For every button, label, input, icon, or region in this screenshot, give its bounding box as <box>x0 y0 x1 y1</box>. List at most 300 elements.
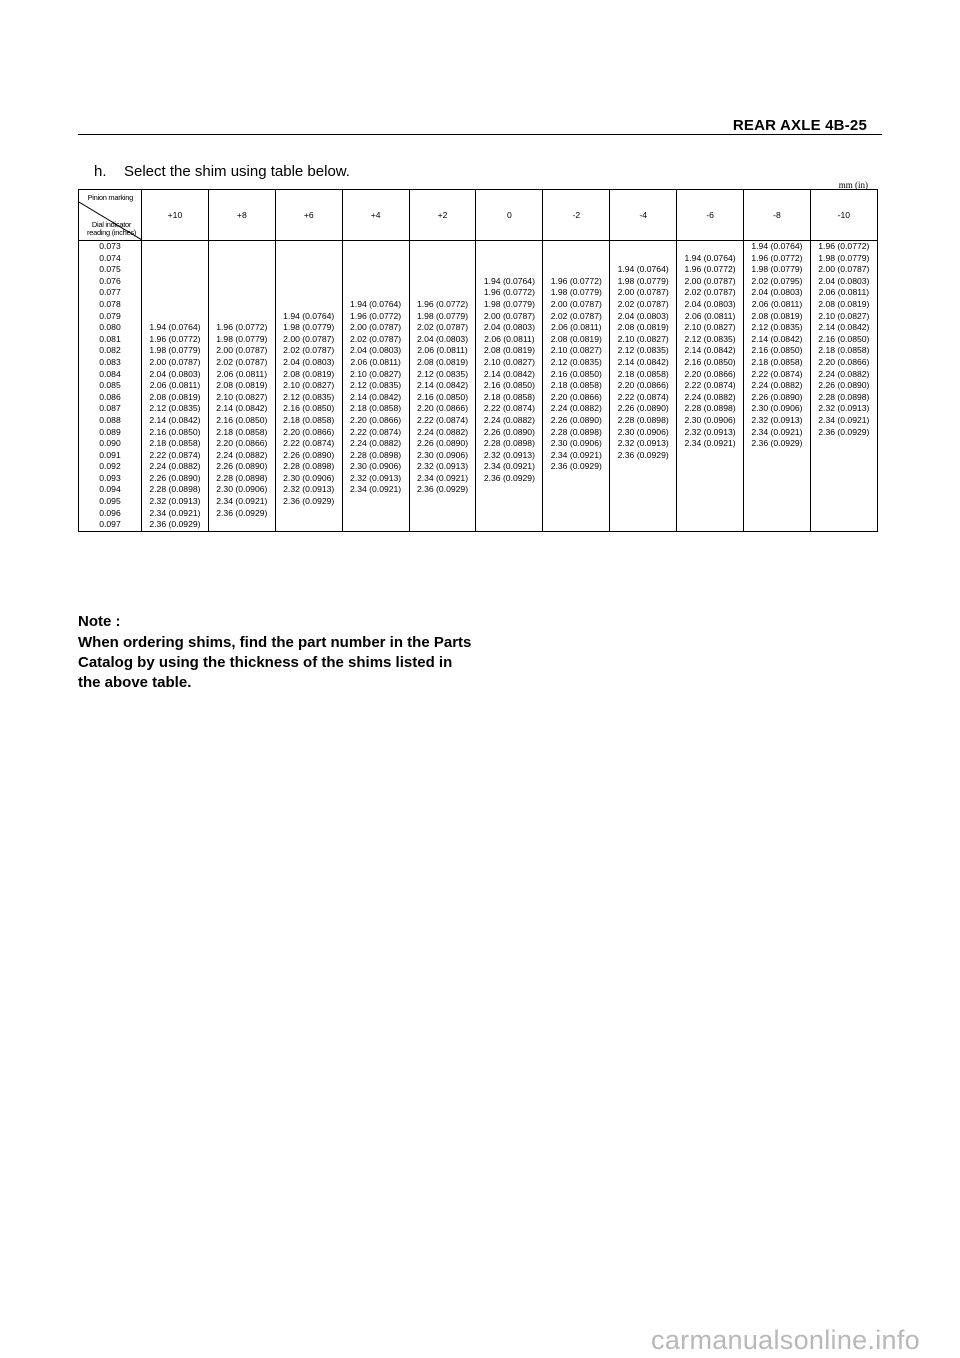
dial-reading-cell: 0.073 <box>99 241 121 251</box>
table-row <box>79 264 878 276</box>
shim-thickness-cell <box>409 508 476 520</box>
table-row <box>79 438 878 450</box>
shim-thickness-cell: 2.22 (0.0874) <box>342 427 409 439</box>
shim-thickness-cell: 2.04 (0.0803) <box>142 369 209 381</box>
shim-thickness-cell <box>342 276 409 288</box>
shim-thickness-cell <box>275 287 342 299</box>
shim-thickness-cell: 2.16 (0.0850) <box>208 415 275 427</box>
shim-thickness-cell: 2.00 (0.0787) <box>543 299 610 311</box>
shim-thickness-cell: 1.94 (0.0764) <box>342 299 409 311</box>
table-row <box>79 311 878 323</box>
shim-thickness-cell: 2.14 (0.0842) <box>409 380 476 392</box>
shim-thickness-cell <box>476 496 543 508</box>
shim-thickness-cell: 2.14 (0.0842) <box>342 392 409 404</box>
shim-thickness-cell: 2.36 (0.0929) <box>543 461 610 473</box>
shim-thickness-cell: 2.14 (0.0842) <box>610 357 677 369</box>
shim-thickness-cell <box>610 253 677 265</box>
shim-thickness-cell: 1.98 (0.0779) <box>476 299 543 311</box>
shim-thickness-cell: 2.34 (0.0921) <box>677 438 744 450</box>
shim-thickness-cell: 2.24 (0.0882) <box>208 450 275 462</box>
table-row <box>79 369 878 381</box>
dial-reading-cell: 0.087 <box>99 403 121 414</box>
shim-thickness-cell <box>543 508 610 520</box>
column-header: +2 <box>409 190 476 241</box>
shim-thickness-cell <box>744 473 811 485</box>
shim-thickness-cell: 2.10 (0.0827) <box>543 345 610 357</box>
shim-thickness-cell <box>744 496 811 508</box>
shim-thickness-cell: 2.26 (0.0890) <box>208 461 275 473</box>
note-body: When ordering shims, find the part number in the Parts Catalog by using the thickness of the shims listed in the above table. <box>78 634 472 691</box>
shim-thickness-cell: 2.08 (0.0819) <box>610 322 677 334</box>
shim-thickness-cell <box>677 508 744 520</box>
shim-thickness-cell: 2.04 (0.0803) <box>409 334 476 346</box>
shim-thickness-cell <box>476 484 543 496</box>
shim-thickness-cell: 2.00 (0.0787) <box>275 334 342 346</box>
shim-thickness-cell: 2.10 (0.0827) <box>810 311 877 323</box>
shim-thickness-cell: 1.96 (0.0772) <box>409 299 476 311</box>
shim-thickness-cell: 2.24 (0.0882) <box>677 392 744 404</box>
shim-thickness-cell <box>142 264 209 276</box>
shim-thickness-cell <box>543 496 610 508</box>
shim-thickness-cell <box>677 473 744 485</box>
shim-thickness-cell: 2.16 (0.0850) <box>677 357 744 369</box>
shim-thickness-cell: 2.32 (0.0913) <box>275 484 342 496</box>
dial-reading-cell: 0.074 <box>99 252 121 263</box>
dial-reading-cell: 0.082 <box>99 345 121 356</box>
shim-thickness-cell: 2.32 (0.0913) <box>476 450 543 462</box>
dial-reading-cell: 0.079 <box>99 310 121 321</box>
shim-thickness-cell <box>810 519 877 531</box>
shim-thickness-cell: 2.26 (0.0890) <box>275 450 342 462</box>
shim-thickness-cell <box>476 264 543 276</box>
shim-thickness-cell: 2.08 (0.0819) <box>142 392 209 404</box>
shim-thickness-cell: 2.36 (0.0929) <box>409 484 476 496</box>
shim-thickness-cell: 2.30 (0.0906) <box>208 484 275 496</box>
shim-thickness-cell <box>677 484 744 496</box>
dial-reading-cell: 0.078 <box>99 298 121 309</box>
dial-reading-cell: 0.075 <box>99 264 121 275</box>
shim-thickness-cell: 2.02 (0.0787) <box>677 287 744 299</box>
shim-thickness-cell: 2.20 (0.0866) <box>342 415 409 427</box>
shim-thickness-cell: 2.10 (0.0827) <box>677 322 744 334</box>
shim-thickness-cell: 2.22 (0.0874) <box>476 403 543 415</box>
shim-thickness-cell: 1.96 (0.0772) <box>744 253 811 265</box>
shim-thickness-cell: 2.18 (0.0858) <box>610 369 677 381</box>
shim-thickness-cell: 2.18 (0.0858) <box>744 357 811 369</box>
shim-thickness-cell <box>677 241 744 253</box>
shim-thickness-cell: 2.34 (0.0921) <box>142 508 209 520</box>
shim-thickness-cell <box>142 241 209 253</box>
shim-thickness-cell: 2.26 (0.0890) <box>610 403 677 415</box>
shim-thickness-cell <box>275 241 342 253</box>
shim-thickness-cell <box>409 241 476 253</box>
shim-thickness-cell <box>208 276 275 288</box>
dial-reading-cell: 0.088 <box>99 414 121 425</box>
shim-thickness-cell: 1.96 (0.0772) <box>677 264 744 276</box>
shim-thickness-cell: 2.20 (0.0866) <box>208 438 275 450</box>
shim-thickness-cell: 2.02 (0.0787) <box>610 299 677 311</box>
shim-thickness-cell <box>208 311 275 323</box>
shim-thickness-cell: 1.96 (0.0772) <box>543 276 610 288</box>
column-header: -4 <box>610 190 677 241</box>
shim-thickness-cell <box>409 264 476 276</box>
shim-thickness-cell: 2.28 (0.0898) <box>677 403 744 415</box>
shim-thickness-cell <box>208 519 275 531</box>
shim-thickness-cell: 2.16 (0.0850) <box>744 345 811 357</box>
shim-thickness-cell <box>275 508 342 520</box>
shim-thickness-cell: 2.02 (0.0787) <box>409 322 476 334</box>
shim-thickness-cell <box>543 241 610 253</box>
shim-thickness-cell <box>342 241 409 253</box>
shim-thickness-cell: 2.30 (0.0906) <box>610 427 677 439</box>
shim-thickness-cell: 2.28 (0.0898) <box>208 473 275 485</box>
shim-thickness-cell <box>677 519 744 531</box>
dial-reading-cell: 0.094 <box>99 484 121 495</box>
shim-thickness-cell <box>610 519 677 531</box>
shim-thickness-cell: 2.22 (0.0874) <box>275 438 342 450</box>
shim-thickness-cell <box>677 450 744 462</box>
corner-label-dial-reading: Dial indicator reading (inches) <box>87 220 136 237</box>
shim-thickness-cell: 2.04 (0.0803) <box>275 357 342 369</box>
shim-thickness-cell <box>476 241 543 253</box>
shim-thickness-cell <box>208 253 275 265</box>
shim-thickness-cell: 2.14 (0.0842) <box>677 345 744 357</box>
shim-thickness-cell: 2.34 (0.0921) <box>543 450 610 462</box>
shim-thickness-cell: 2.00 (0.0787) <box>476 311 543 323</box>
shim-thickness-cell <box>409 496 476 508</box>
page-header-title: REAR AXLE 4B-25 <box>732 117 867 134</box>
column-header: +4 <box>342 190 409 241</box>
shim-thickness-cell: 2.24 (0.0882) <box>744 380 811 392</box>
shim-thickness-cell: 2.36 (0.0929) <box>610 450 677 462</box>
table-row <box>79 450 878 462</box>
dial-reading-cell: 0.092 <box>99 461 121 472</box>
shim-thickness-cell: 2.02 (0.0787) <box>275 345 342 357</box>
shim-thickness-cell: 1.94 (0.0764) <box>744 241 811 253</box>
table-row <box>79 484 878 496</box>
shim-thickness-cell: 2.32 (0.0913) <box>409 461 476 473</box>
shim-thickness-cell: 2.22 (0.0874) <box>142 450 209 462</box>
shim-thickness-cell: 2.32 (0.0913) <box>142 496 209 508</box>
watermark-text: carmanualsonline.info <box>651 1325 920 1355</box>
shim-thickness-cell: 2.12 (0.0835) <box>610 345 677 357</box>
table-row <box>79 427 878 439</box>
shim-thickness-cell: 2.18 (0.0858) <box>476 392 543 404</box>
shim-thickness-cell <box>744 508 811 520</box>
shim-thickness-cell: 2.24 (0.0882) <box>810 369 877 381</box>
table-row <box>79 287 878 299</box>
shim-thickness-cell: 2.30 (0.0906) <box>744 403 811 415</box>
shim-thickness-cell <box>476 519 543 531</box>
shim-thickness-cell: 2.32 (0.0913) <box>677 427 744 439</box>
shim-thickness-cell: 2.18 (0.0858) <box>208 427 275 439</box>
shim-thickness-cell: 2.16 (0.0850) <box>142 427 209 439</box>
shim-thickness-cell: 2.34 (0.0921) <box>208 496 275 508</box>
shim-thickness-cell: 2.02 (0.0787) <box>543 311 610 323</box>
shim-thickness-cell: 2.16 (0.0850) <box>810 334 877 346</box>
shim-thickness-cell <box>275 276 342 288</box>
table-row <box>79 496 878 508</box>
shim-thickness-cell <box>142 253 209 265</box>
shim-thickness-cell: 2.10 (0.0827) <box>476 357 543 369</box>
shim-thickness-cell: 2.36 (0.0929) <box>142 519 209 531</box>
shim-thickness-cell <box>744 450 811 462</box>
shim-thickness-cell: 2.36 (0.0929) <box>810 427 877 439</box>
shim-thickness-cell <box>275 299 342 311</box>
column-header: -8 <box>744 190 811 241</box>
shim-thickness-cell: 2.10 (0.0827) <box>610 334 677 346</box>
shim-thickness-cell: 2.14 (0.0842) <box>810 322 877 334</box>
column-header: +6 <box>275 190 342 241</box>
shim-thickness-cell: 2.06 (0.0811) <box>476 334 543 346</box>
shim-thickness-cell <box>677 496 744 508</box>
shim-thickness-cell: 2.04 (0.0803) <box>610 311 677 323</box>
dial-reading-cell: 0.081 <box>99 333 121 344</box>
table-row <box>79 461 878 473</box>
shim-thickness-cell <box>142 287 209 299</box>
shim-thickness-cell: 1.94 (0.0764) <box>275 311 342 323</box>
shim-thickness-cell: 2.24 (0.0882) <box>476 415 543 427</box>
shim-thickness-cell: 2.08 (0.0819) <box>409 357 476 369</box>
dial-reading-cell: 0.097 <box>99 519 121 530</box>
table-row <box>79 322 878 334</box>
shim-thickness-cell <box>744 461 811 473</box>
shim-thickness-cell: 2.16 (0.0850) <box>275 403 342 415</box>
shim-thickness-cell: 2.10 (0.0827) <box>208 392 275 404</box>
shim-thickness-cell <box>810 496 877 508</box>
table-row <box>79 357 878 369</box>
shim-thickness-cell: 2.36 (0.0929) <box>208 508 275 520</box>
shim-thickness-cell <box>142 299 209 311</box>
table-row <box>79 415 878 427</box>
shim-thickness-cell <box>810 438 877 450</box>
shim-thickness-cell: 2.24 (0.0882) <box>409 427 476 439</box>
shim-thickness-cell <box>810 450 877 462</box>
shim-thickness-cell: 2.20 (0.0866) <box>810 357 877 369</box>
note-title: Note : <box>78 613 121 630</box>
shim-thickness-cell: 2.00 (0.0787) <box>342 322 409 334</box>
shim-thickness-cell: 2.24 (0.0882) <box>342 438 409 450</box>
shim-thickness-cell <box>342 519 409 531</box>
shim-thickness-cell <box>543 253 610 265</box>
shim-thickness-cell: 2.18 (0.0858) <box>810 345 877 357</box>
header-rule <box>78 134 882 135</box>
shim-thickness-cell <box>409 287 476 299</box>
shim-thickness-cell: 2.30 (0.0906) <box>342 461 409 473</box>
unit-label: mm (in) <box>838 180 868 190</box>
shim-thickness-cell: 2.18 (0.0858) <box>342 403 409 415</box>
shim-thickness-cell: 1.96 (0.0772) <box>342 311 409 323</box>
shim-thickness-cell: 2.06 (0.0811) <box>342 357 409 369</box>
shim-thickness-cell: 2.00 (0.0787) <box>810 264 877 276</box>
shim-thickness-cell: 2.30 (0.0906) <box>677 415 744 427</box>
table-row <box>79 241 878 253</box>
shim-thickness-cell <box>543 484 610 496</box>
shim-thickness-cell: 2.12 (0.0835) <box>142 403 209 415</box>
shim-thickness-cell: 1.98 (0.0779) <box>543 287 610 299</box>
shim-thickness-cell <box>409 276 476 288</box>
column-header: 0 <box>476 190 543 241</box>
shim-thickness-cell: 2.28 (0.0898) <box>810 392 877 404</box>
shim-thickness-cell <box>543 264 610 276</box>
shim-thickness-cell <box>677 461 744 473</box>
shim-thickness-cell: 2.12 (0.0835) <box>677 334 744 346</box>
dial-reading-cell: 0.090 <box>99 438 121 449</box>
shim-thickness-cell: 2.20 (0.0866) <box>275 427 342 439</box>
shim-thickness-cell: 2.02 (0.0787) <box>208 357 275 369</box>
dial-reading-cell: 0.096 <box>99 507 121 518</box>
shim-thickness-cell <box>342 287 409 299</box>
shim-thickness-cell: 2.06 (0.0811) <box>543 322 610 334</box>
shim-thickness-cell: 2.22 (0.0874) <box>409 415 476 427</box>
shim-thickness-cell: 2.28 (0.0898) <box>275 461 342 473</box>
shim-thickness-cell: 2.28 (0.0898) <box>142 484 209 496</box>
dial-reading-cell: 0.080 <box>99 322 121 333</box>
shim-thickness-cell: 2.20 (0.0866) <box>610 380 677 392</box>
shim-thickness-cell <box>142 311 209 323</box>
shim-thickness-cell <box>476 253 543 265</box>
shim-thickness-cell: 1.96 (0.0772) <box>810 241 877 253</box>
shim-thickness-cell: 2.08 (0.0819) <box>744 311 811 323</box>
shim-thickness-cell <box>810 473 877 485</box>
shim-thickness-cell: 2.06 (0.0811) <box>744 299 811 311</box>
shim-thickness-cell <box>409 253 476 265</box>
shim-thickness-cell <box>610 496 677 508</box>
shim-thickness-cell: 2.20 (0.0866) <box>677 369 744 381</box>
shim-thickness-cell <box>610 241 677 253</box>
table-body <box>79 241 878 532</box>
shim-thickness-cell: 2.36 (0.0929) <box>744 438 811 450</box>
shim-thickness-cell: 2.04 (0.0803) <box>810 276 877 288</box>
shim-thickness-cell <box>142 276 209 288</box>
shim-thickness-cell: 2.26 (0.0890) <box>409 438 476 450</box>
shim-thickness-cell: 2.34 (0.0921) <box>744 427 811 439</box>
shim-thickness-cell: 1.96 (0.0772) <box>476 287 543 299</box>
shim-thickness-cell: 2.36 (0.0929) <box>476 473 543 485</box>
shim-thickness-cell <box>810 461 877 473</box>
shim-thickness-cell <box>342 496 409 508</box>
shim-thickness-cell <box>275 253 342 265</box>
dial-reading-cell: 0.083 <box>99 356 121 367</box>
table-header-row <box>79 190 878 241</box>
shim-thickness-cell: 2.02 (0.0787) <box>342 334 409 346</box>
shim-thickness-cell <box>543 519 610 531</box>
shim-thickness-cell <box>342 253 409 265</box>
table-row <box>79 392 878 404</box>
shim-thickness-cell: 2.26 (0.0890) <box>543 415 610 427</box>
shim-thickness-cell: 2.34 (0.0921) <box>476 461 543 473</box>
shim-thickness-cell: 1.98 (0.0779) <box>810 253 877 265</box>
shim-thickness-cell: 1.94 (0.0764) <box>677 253 744 265</box>
shim-thickness-cell: 2.26 (0.0890) <box>744 392 811 404</box>
shim-thickness-cell: 2.10 (0.0827) <box>342 369 409 381</box>
shim-thickness-cell: 2.12 (0.0835) <box>543 357 610 369</box>
shim-thickness-cell: 1.94 (0.0764) <box>142 322 209 334</box>
shim-thickness-cell: 2.14 (0.0842) <box>142 415 209 427</box>
shim-thickness-cell <box>610 484 677 496</box>
shim-thickness-cell: 2.34 (0.0921) <box>409 473 476 485</box>
shim-thickness-cell: 2.22 (0.0874) <box>744 369 811 381</box>
instruction-line <box>94 163 350 180</box>
shim-thickness-cell: 2.04 (0.0803) <box>744 287 811 299</box>
dial-reading-cell: 0.089 <box>99 426 121 437</box>
shim-thickness-cell: 2.18 (0.0858) <box>275 415 342 427</box>
table-row <box>79 508 878 520</box>
shim-thickness-cell <box>342 508 409 520</box>
table-row <box>79 403 878 415</box>
shim-thickness-cell: 2.30 (0.0906) <box>409 450 476 462</box>
shim-thickness-cell: 2.12 (0.0835) <box>275 392 342 404</box>
shim-thickness-cell: 2.18 (0.0858) <box>543 380 610 392</box>
shim-thickness-cell: 2.00 (0.0787) <box>208 345 275 357</box>
shim-thickness-cell: 2.30 (0.0906) <box>543 438 610 450</box>
shim-thickness-cell: 1.98 (0.0779) <box>744 264 811 276</box>
shim-thickness-cell: 2.16 (0.0850) <box>409 392 476 404</box>
shim-thickness-cell <box>610 508 677 520</box>
shim-thickness-cell: 1.98 (0.0779) <box>142 345 209 357</box>
shim-thickness-cell <box>275 519 342 531</box>
table-row <box>79 276 878 288</box>
shim-thickness-cell: 2.16 (0.0850) <box>476 380 543 392</box>
shim-thickness-cell: 1.94 (0.0764) <box>476 276 543 288</box>
shim-thickness-cell: 2.22 (0.0874) <box>610 392 677 404</box>
shim-thickness-cell <box>409 519 476 531</box>
shim-thickness-cell: 2.04 (0.0803) <box>677 299 744 311</box>
shim-thickness-cell: 2.16 (0.0850) <box>543 369 610 381</box>
shim-thickness-cell: 2.22 (0.0874) <box>677 380 744 392</box>
shim-thickness-cell: 2.08 (0.0819) <box>275 369 342 381</box>
shim-thickness-cell: 2.26 (0.0890) <box>476 427 543 439</box>
shim-thickness-cell <box>610 473 677 485</box>
shim-thickness-cell: 1.96 (0.0772) <box>142 334 209 346</box>
shim-thickness-cell: 2.04 (0.0803) <box>476 322 543 334</box>
shim-thickness-cell <box>476 508 543 520</box>
shim-thickness-cell <box>610 461 677 473</box>
table-row <box>79 380 878 392</box>
dial-reading-cell: 0.093 <box>99 472 121 483</box>
shim-thickness-cell: 2.32 (0.0913) <box>342 473 409 485</box>
shim-thickness-cell: 2.12 (0.0835) <box>744 322 811 334</box>
shim-thickness-cell: 2.08 (0.0819) <box>810 299 877 311</box>
dial-reading-cell: 0.095 <box>99 496 121 507</box>
dial-reading-cell: 0.084 <box>99 368 121 379</box>
table-row <box>79 299 878 311</box>
dial-reading-cell: 0.086 <box>99 391 121 402</box>
shim-thickness-cell: 2.00 (0.0787) <box>677 276 744 288</box>
shim-thickness-cell <box>342 264 409 276</box>
table-corner-cell <box>79 190 142 241</box>
shim-thickness-cell: 2.08 (0.0819) <box>476 345 543 357</box>
shim-thickness-cell: 2.10 (0.0827) <box>275 380 342 392</box>
shim-thickness-cell: 2.06 (0.0811) <box>409 345 476 357</box>
dial-reading-cell: 0.076 <box>99 275 121 286</box>
column-header: -10 <box>810 190 877 241</box>
shim-thickness-cell: 2.34 (0.0921) <box>810 415 877 427</box>
shim-thickness-cell: 2.06 (0.0811) <box>142 380 209 392</box>
shim-thickness-cell: 2.00 (0.0787) <box>610 287 677 299</box>
shim-thickness-cell: 2.32 (0.0913) <box>810 403 877 415</box>
instruction-text: Select the shim using table below. <box>124 163 350 180</box>
column-header: +10 <box>142 190 209 241</box>
table-row <box>79 345 878 357</box>
shim-thickness-cell <box>543 473 610 485</box>
table-row <box>79 473 878 485</box>
shim-thickness-cell <box>208 264 275 276</box>
shim-thickness-cell: 1.98 (0.0779) <box>409 311 476 323</box>
shim-thickness-cell: 2.20 (0.0866) <box>409 403 476 415</box>
shim-thickness-cell <box>208 241 275 253</box>
shim-thickness-cell <box>810 508 877 520</box>
